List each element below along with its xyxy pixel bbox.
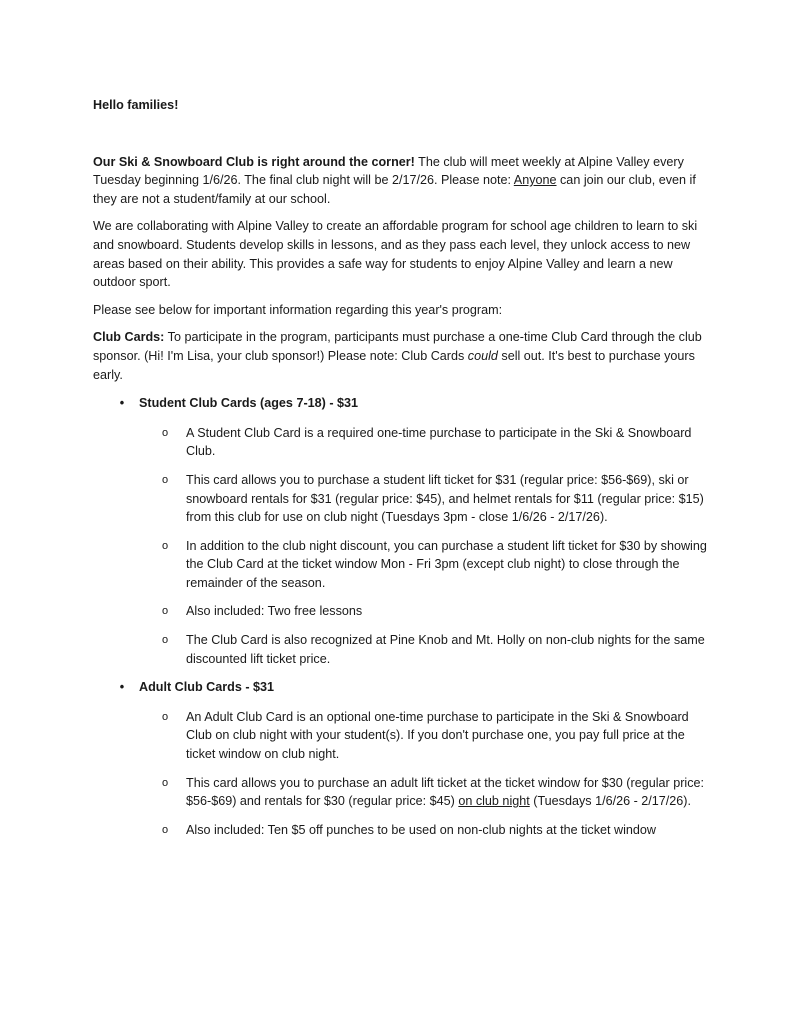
list-item-text: This card allows you to purchase an adult lift ticket at the ticket window for $30 (regular price: $56-$69) and rentals for $30 (regular price: $45) bbox=[186, 775, 704, 809]
club-cards-italic: could bbox=[467, 348, 498, 363]
list-item bbox=[93, 708, 708, 764]
intro-anyone: Anyone bbox=[513, 173, 557, 188]
list-item-text: This card allows you to purchase a student lift ticket for $31 (regular price: $56-$69), ski or snowboard rentals for $31 (regular price: $45), and helmet rentals for $11 (regular price: $15) from this club for use on club night (Tuesdays 3pm - close 1/6/26 - 2/17/26). bbox=[186, 472, 704, 525]
sub-bullet-icon: o bbox=[162, 426, 169, 439]
program-description: We are collaborating with Alpine Valley to create an affordable program for school age children to learn to ski and snowboard. Students develop skills in lessons, and as they pass each level, they unlock access to new areas based on their ability. This provides a safe way for students to enjoy Alpine Valley and learn a new outdoor sport. bbox=[93, 219, 698, 290]
student-section bbox=[93, 394, 708, 668]
sub-bullet-icon: o bbox=[162, 473, 169, 486]
club-cards-paragraph bbox=[93, 328, 708, 384]
adult-heading bbox=[93, 678, 708, 697]
student-title: Student Club Cards (ages 7-18) - $31 bbox=[139, 396, 359, 411]
list-item bbox=[93, 821, 708, 840]
list-item-text: Also included: Ten $5 off punches to be used on non-club nights at the ticket window bbox=[186, 822, 657, 837]
sub-bullet-icon: o bbox=[162, 539, 169, 552]
list-item bbox=[93, 471, 708, 527]
sub-bullet-icon: o bbox=[162, 823, 169, 836]
sub-bullet-icon: o bbox=[162, 710, 169, 723]
adult-section bbox=[93, 678, 708, 839]
intro-headline: Our Ski & Snowboard Club is right around the corner! bbox=[93, 154, 415, 169]
student-heading bbox=[93, 394, 708, 413]
list-item-text: A Student Club Card is a required one-time purchase to participate in the Ski & Snowboard Club. bbox=[186, 425, 692, 459]
on-club-night-underlined: on club night bbox=[458, 794, 530, 809]
list-item bbox=[93, 631, 708, 668]
greeting: Hello families! bbox=[93, 98, 179, 112]
list-item bbox=[93, 424, 708, 461]
list-item-text: Also included: Two free lessons bbox=[186, 604, 363, 619]
bullet-icon: • bbox=[119, 396, 125, 411]
bullet-icon: • bbox=[119, 680, 125, 695]
club-cards-label: Club Cards: bbox=[93, 330, 165, 345]
list-item-text: (Tuesdays 1/6/26 - 2/17/26). bbox=[529, 794, 691, 809]
list-item-text: In addition to the club night discount, you can purchase a student lift ticket for $30 by showing the Club Card at the ticket window Mon - Fri 3pm (except club night) to close through the remainder of the season. bbox=[186, 538, 707, 590]
list-item bbox=[93, 537, 708, 593]
sub-bullet-icon: o bbox=[162, 605, 169, 618]
club-cards-text-2: sell out. It's best to purchase yours early. bbox=[93, 348, 695, 382]
student-list bbox=[93, 424, 708, 669]
list-item bbox=[93, 602, 708, 621]
intro-text-2: can join our club, even if they are not a student/family at our school. bbox=[93, 173, 696, 206]
adult-title: Adult Club Cards - $31 bbox=[139, 680, 275, 695]
info-intro: Please see below for important information regarding this year's program: bbox=[93, 302, 503, 317]
sub-bullet-icon: o bbox=[162, 634, 169, 647]
list-item-text: The Club Card is also recognized at Pine Knob and Mt. Holly on non-club nights for the same discounted lift ticket price. bbox=[186, 633, 705, 666]
adult-list bbox=[93, 708, 708, 840]
document-page bbox=[93, 96, 708, 849]
sub-bullet-icon: o bbox=[162, 776, 169, 789]
list-item-text: An Adult Club Card is an optional one-time purchase to participate in the Ski & Snowboard Club on club night with your student(s). If you don't purchase one, you pay full price at the ticket window on club night. bbox=[186, 709, 689, 762]
intro-paragraph bbox=[93, 153, 708, 209]
intro-text-1: The club will meet weekly at Alpine Valley every Tuesday beginning 1/6/26. The final club night will be 2/17/26. Please note: bbox=[93, 154, 684, 188]
list-item bbox=[93, 774, 708, 811]
club-cards-text-1: To participate in the program, participants must purchase a one-time Club Card through the club sponsor. (Hi! I'm Lisa, your club sponsor!) Please note: Club Cards bbox=[93, 330, 702, 363]
